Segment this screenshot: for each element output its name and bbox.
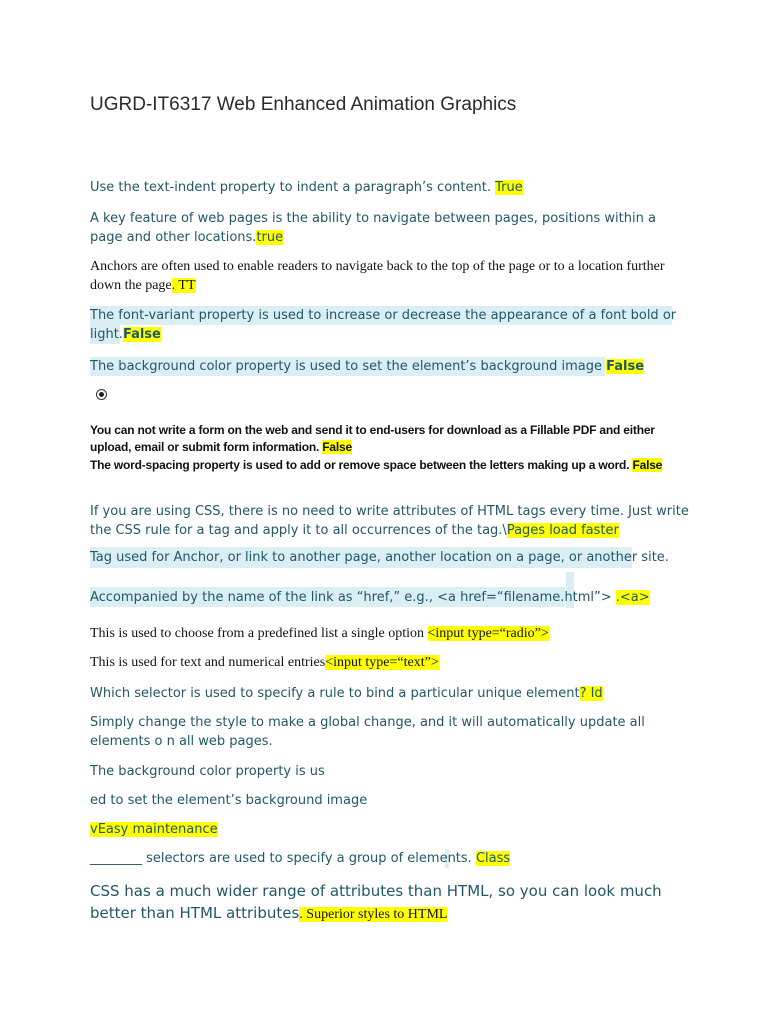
qa-item-10 (90, 588, 690, 607)
qa-item-19 (90, 880, 690, 926)
answer-highlight: ? Id (579, 686, 603, 701)
question-text: The word-spacing property is used to add or remove space between the letters making up a word. (90, 458, 633, 472)
question-text: Which selector is used to specify a rule to bind a particular unique element (90, 686, 580, 701)
qa-item-1 (90, 178, 690, 197)
question-text: If you are using CSS, there is no need to write attributes of HTML tags every time. Just write the CSS rule for a tag and apply it to all occurrences of the tag.\ (90, 504, 689, 538)
qa-item-3 (90, 257, 690, 295)
qa-item-5 (90, 357, 690, 376)
answer-highlight: False (606, 359, 645, 374)
document-title: UGRD-IT6317 Web Enhanced Animation Graphics (90, 94, 517, 115)
qa-item-2 (90, 209, 690, 247)
qa-item-9 (90, 548, 690, 567)
radio-selected-icon (96, 389, 107, 400)
qa-item-13 (90, 684, 690, 703)
answer-highlight: False (122, 327, 161, 342)
question-text: The background color property is used to set the element’s background image (90, 359, 607, 374)
qa-item-16 (90, 791, 690, 810)
qa-item-17 (90, 820, 690, 839)
answer-highlight (90, 822, 218, 837)
qa-item-7 (90, 457, 710, 474)
answer-highlight: . Superior styles to HTML (299, 907, 448, 922)
qa-item-12 (90, 653, 690, 672)
answer-highlight: Pages load faster (506, 523, 619, 538)
question-text: Anchors are often used to enable readers to navigate back to the top of the page or to a location further down the page (90, 259, 665, 293)
question-text: Simply change the style to make a global change, and it will automatically update all elements o n all web pages. (90, 715, 645, 749)
question-text: Use the text-indent property to indent a paragraph’s content. (90, 180, 496, 195)
question-text: Tag used for Anchor, or link to another page, another location on a page, or another site. (90, 550, 669, 565)
answer-highlight: true (256, 230, 284, 245)
question-text: Accompanied by the name of the link as “href,” e.g., <a href=“filename.html”> (90, 590, 616, 605)
answer-highlight: <input type=“text”> (325, 655, 439, 670)
answer-highlight: . TT (171, 278, 196, 293)
answer-highlight: .<a> (615, 590, 650, 605)
question-text: This is used for text and numerical entries (90, 655, 326, 670)
qa-item-18 (90, 849, 690, 868)
question-text: ________ selectors are used to specify a group of elements. (90, 851, 476, 866)
answer-text: Easy maintenance (97, 822, 218, 837)
radio-button[interactable] (96, 389, 108, 401)
answer-highlight: False (322, 440, 352, 454)
question-text: CSS has a much wider range of attributes than HTML, so you can look much better than HTML attributes (90, 882, 662, 922)
question-text: The font-variant property is used to increase or decrease the appearance of a font bold or light. (90, 308, 677, 342)
question-text: You can not write a form on the web and send it to end-users for download as a Fillable PDF and either upload, email or submit form information. (90, 423, 655, 454)
question-text: This is used to choose from a predefined list a single option (90, 626, 428, 641)
answer-highlight: Class (475, 851, 511, 866)
qa-item-8 (90, 502, 690, 540)
question-text: ed to set the element’s background image (90, 793, 368, 808)
qa-item-15 (90, 762, 690, 781)
question-text: A key feature of web pages is the ability to navigate between pages, positions within a page and other locations. (90, 211, 656, 245)
qa-item-6 (90, 422, 690, 456)
qa-item-14 (90, 713, 680, 751)
answer-highlight: True (495, 180, 523, 195)
qa-item-4 (90, 306, 690, 344)
question-text: v (90, 822, 98, 837)
qa-item-11 (90, 624, 690, 643)
answer-highlight: False (632, 458, 663, 472)
question-text: The background color property is us (90, 764, 325, 779)
answer-highlight: <input type=“radio”> (427, 626, 549, 641)
